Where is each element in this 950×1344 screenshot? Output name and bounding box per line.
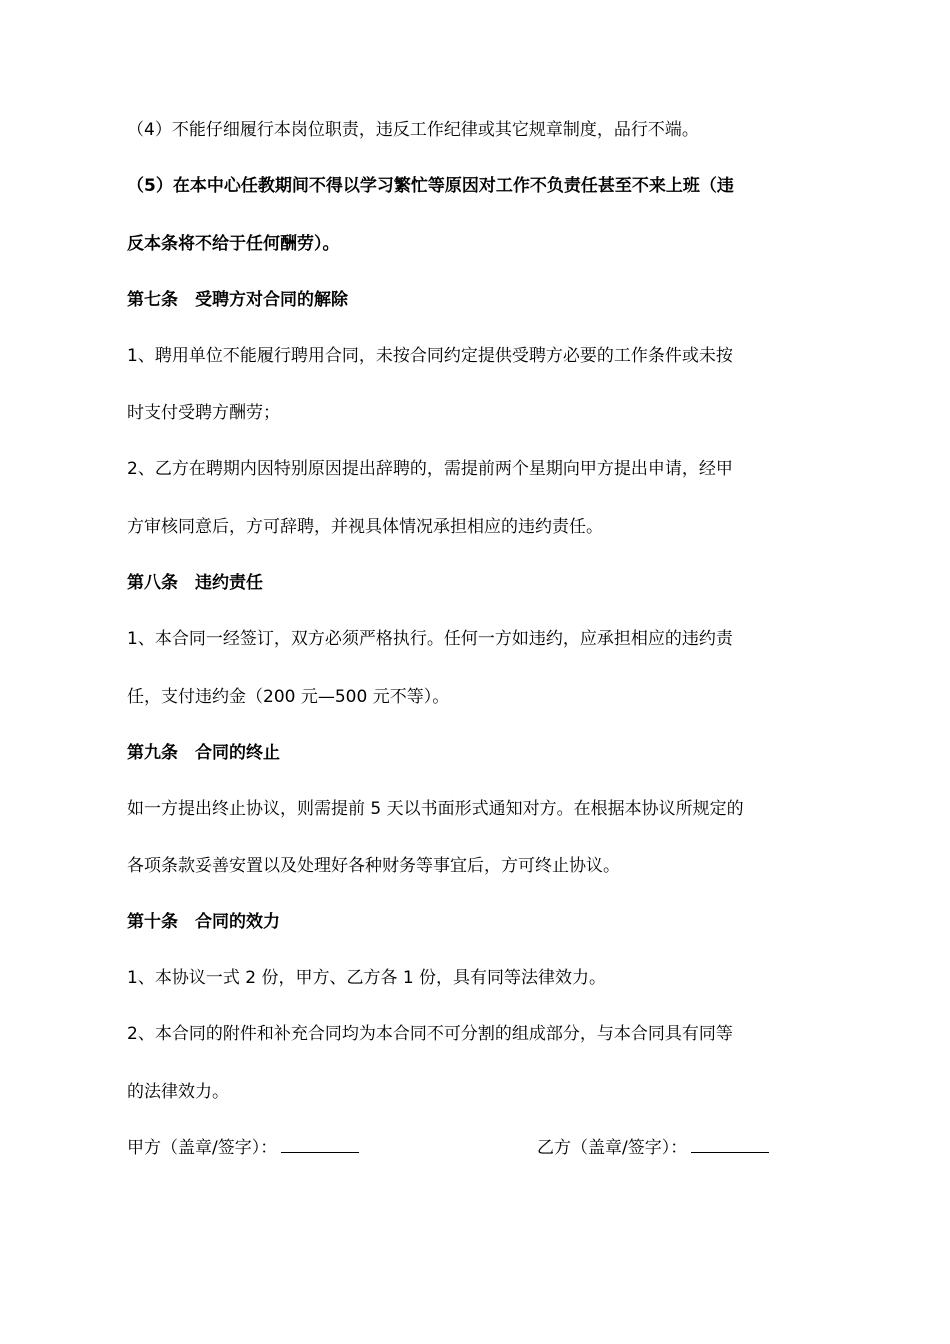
clause-item-5: （5）在本中心任教期间不得以学习繁忙等原因对工作不负责任甚至不来上班（违 <box>127 176 734 196</box>
party-a-signature <box>127 1136 359 1160</box>
article-10-item-2: 2、本合同的附件和补充合同均为本合同不可分割的组成部分，与本合同具有同等 <box>127 1024 733 1044</box>
party-b-signature <box>537 1136 769 1160</box>
article-7-item-2: 2、乙方在聘期内因特别原因提出辞聘的，需提前两个星期向甲方提出申请，经甲 <box>127 459 733 479</box>
article-7-heading: 第七条 受聘方对合同的解除 <box>127 290 348 310</box>
clause-item-4: （4）不能仔细履行本岗位职责，违反工作纪律或其它规章制度，品行不端。 <box>127 120 699 140</box>
article-10-item-1: 1、本协议一式 2 份，甲方、乙方各 1 份，具有同等法律效力。 <box>127 968 607 988</box>
article-8-heading: 第八条 违约责任 <box>127 573 263 593</box>
article-10-heading: 第十条 合同的效力 <box>127 912 280 932</box>
clause-item-5-continued: 反本条将不给于任何酬劳）。 <box>127 234 340 254</box>
party-b-signature-blank <box>691 1136 769 1153</box>
party-a-label: 甲方（盖章/签字）： <box>127 1138 278 1158</box>
party-b-label: 乙方（盖章/签字）： <box>537 1138 688 1158</box>
article-9-heading: 第九条 合同的终止 <box>127 743 280 763</box>
party-a-signature-blank <box>281 1136 359 1153</box>
article-9-body: 如一方提出终止协议，则需提前 5 天以书面形式通知对方。在根据本协议所规定的 <box>127 799 744 819</box>
article-8-item-1-continued: 任，支付违约金（200 元—500 元不等）。 <box>127 687 450 707</box>
article-9-body-continued: 各项条款妥善安置以及处理好各种财务等事宜后，方可终止协议。 <box>127 856 620 876</box>
article-7-item-1: 1、聘用单位不能履行聘用合同，未按合同约定提供受聘方必要的工作条件或未按 <box>127 346 733 366</box>
article-7-item-2-continued: 方审核同意后，方可辞聘，并视具体情况承担相应的违约责任。 <box>127 517 603 537</box>
article-10-item-2-continued: 的法律效力。 <box>127 1082 229 1102</box>
article-8-item-1: 1、本合同一经签订，双方必须严格执行。任何一方如违约，应承担相应的违约责 <box>127 629 733 649</box>
article-7-item-1-continued: 时支付受聘方酬劳； <box>127 403 280 423</box>
